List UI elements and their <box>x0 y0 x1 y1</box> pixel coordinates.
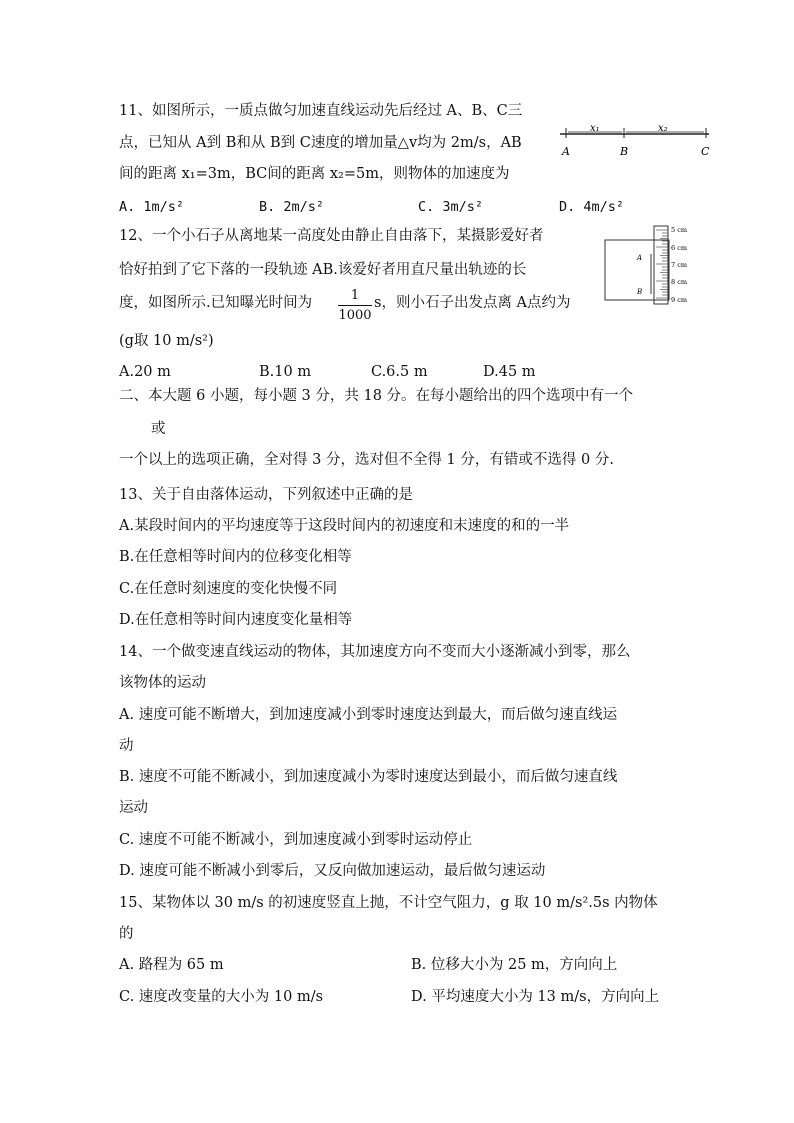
q14-option-b-line2: 运动 <box>119 800 148 816</box>
q15-option-d: D. 平均速度大小为 13 m/s，方向向上 <box>411 989 660 1005</box>
x1-label: x₁ <box>590 123 600 134</box>
q15-option-a: A. 路程为 65 m <box>119 957 224 973</box>
q14-option-c: C. 速度不可能不断减小，到加速度减小到零时运动停止 <box>119 832 473 848</box>
q12-stem-line3b: s，则小石子出发点离 A点约为 <box>374 295 571 311</box>
q12-option-a: A.20 m <box>119 364 171 380</box>
ruler-label-7cm: 7 cm <box>671 261 688 269</box>
q11-stem-line2: 点，已知从 A到 B和从 B到 C速度的增加量△v均为 2m/s，AB <box>119 135 522 151</box>
q15-option-c: C. 速度改变量的大小为 10 m/s <box>119 989 324 1005</box>
fraction-bar <box>338 305 372 306</box>
q14-stem-line1: 14、一个做变速直线运动的物体，其加速度方向不变而大小逐渐减小到零，那么 <box>119 644 631 660</box>
ruler-label-5cm: 5 cm <box>671 226 688 234</box>
q14-option-b-line1: B. 速度不可能不断减小，到加速度减小为零时速度达到最小，而后做匀速直线 <box>119 769 618 785</box>
fraction-denominator: 1000 <box>338 308 372 323</box>
q11-stem-line3: 间的距离 x₁=3m，BC间的距离 x₂=5m，则物体的加速度为 <box>119 166 510 182</box>
point-b-label: B <box>637 288 643 296</box>
q11-option-d: D. 4m/s² <box>559 199 625 215</box>
q13-stem: 13、关于自由落体运动，下列叙述中正确的是 <box>119 487 413 503</box>
section2-line1: 二、本大题 6 小题，每小题 3 分，共 18 分。在每小题给出的四个选项中有一个 <box>119 388 634 404</box>
point-a-label: A <box>637 254 643 262</box>
section2-line2: 或 <box>151 421 166 437</box>
q14-option-a-line1: A. 速度可能不断增大，到加速度减小到零时速度达到最大，而后做匀速直线运 <box>119 707 618 723</box>
q12-ruler-photo-diagram <box>604 224 700 308</box>
q14-option-a-line2: 动 <box>119 738 134 754</box>
point-b-label: B <box>620 145 629 158</box>
q11-option-c: C. 3m/s² <box>418 199 484 215</box>
ruler-labels <box>671 226 687 304</box>
q11-option-b: B. 2m/s² <box>259 199 325 215</box>
q13-option-b: B.在任意相等时间内的位移变化相等 <box>119 549 352 565</box>
point-c-label: C <box>701 145 710 158</box>
ruler-label-9cm: 9 cm <box>671 296 688 304</box>
q15-stem-line2: 的 <box>119 926 134 942</box>
q12-option-d: D.45 m <box>483 364 536 380</box>
q12-stem-line3a: 度，如图所示.已知曝光时间为 <box>119 295 313 311</box>
q14-option-d: D. 速度可能不断减小到零后，又反向做加速运动，最后做匀速运动 <box>119 863 546 879</box>
fraction-numerator: 1 <box>350 288 360 303</box>
q13-option-a: A.某段时间内的平均速度等于这段时间内的初速度和末速度的和的一半 <box>119 518 570 534</box>
section2-line3: 一个以上的选项正确，全对得 3 分，选对但不全得 1 分，有错或不选得 0 分. <box>119 452 614 468</box>
q11-stem-line1: 11、如图所示，一质点做匀加速直线运动先后经过 A、B、C三 <box>119 103 523 119</box>
q15-stem-line1: 15、某物体以 30 m/s 的初速度竖直上抛，不计空气阻力，g 取 10 m/s².5s 内物体 <box>119 895 658 911</box>
q13-option-d: D.在任意相等时间内速度变化量相等 <box>119 612 353 628</box>
q12-stem-line1: 12、一个小石子从离地某一高度处由静止自由落下，某摄影爱好者 <box>119 228 544 244</box>
point-a-label: A <box>562 145 570 158</box>
q13-option-c: C.在任意时刻速度的变化快慢不同 <box>119 581 338 597</box>
q14-stem-line2: 该物体的运动 <box>119 675 206 691</box>
q15-option-b: B. 位移大小为 25 m，方向向上 <box>411 957 618 973</box>
q12-stem-line4: (g取 10 m/s²) <box>119 333 214 349</box>
x2-label: x₂ <box>658 123 668 134</box>
q12-option-c: C.6.5 m <box>371 364 428 380</box>
q11-motion-diagram <box>554 122 714 162</box>
q12-option-b: B.10 m <box>259 364 312 380</box>
ruler-label-8cm: 8 cm <box>671 278 688 286</box>
exposure-time-fraction <box>338 288 372 323</box>
q12-stem-line2: 恰好拍到了它下落的一段轨迹 AB.该爱好者用直尺量出轨迹的长 <box>119 262 527 278</box>
ruler-label-6cm: 6 cm <box>671 244 688 252</box>
q11-option-a: A. 1m/s² <box>119 199 185 215</box>
